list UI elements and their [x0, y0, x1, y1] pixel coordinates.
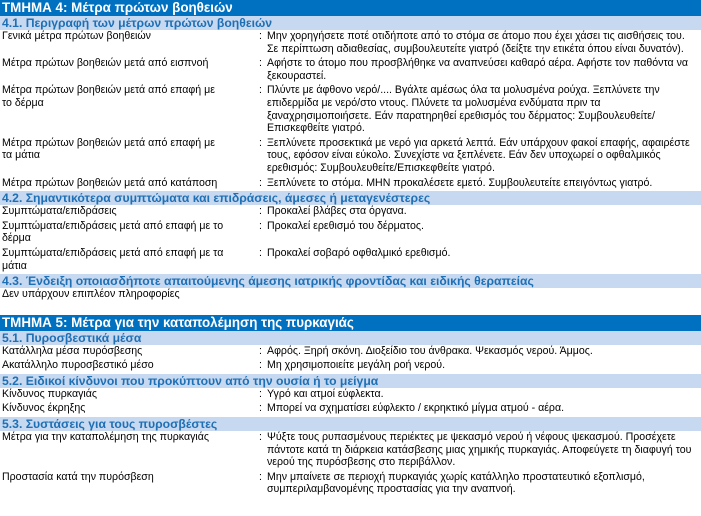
- row-value: [257, 388, 701, 401]
- row-value: [257, 57, 701, 82]
- separator: :: [259, 205, 262, 218]
- separator: :: [259, 431, 262, 444]
- table-row: [0, 84, 701, 134]
- row-value: [257, 177, 701, 190]
- subsection-5-1-title: 5.1. Πυροσβεστικά μέσα: [0, 331, 701, 345]
- row-value: [257, 84, 701, 134]
- subsection-5-3-title: 5.3. Συστάσεις για τους πυροσβέστες: [0, 417, 701, 431]
- separator: :: [259, 359, 262, 372]
- subsection-4-2-title: 4.2. Σημαντικότερα συμπτώματα και επιδράσεις, άμεσες ή μεταγενέστερες: [0, 191, 701, 205]
- separator: :: [259, 219, 262, 232]
- row-value-text: Ψύξτε τους ρυπασμένους περιέκτες με ψεκασμό νερού ή νέφους ψεκασμού. Προσέχετε πάντοτε κατά τη διάρκεια κατάσβεσης μιας χημικής πυρκαγιάς. Αποφεύγετε τη διαφυγή του νερού της πυρόσβεσης στο περιβάλλον.: [267, 431, 692, 469]
- table-row: [0, 137, 701, 175]
- row-label: Κίνδυνος πυρκαγιάς: [2, 387, 97, 400]
- row-label: Μέτρα για την καταπολέμηση της πυρκαγιάς: [2, 431, 209, 444]
- separator: :: [259, 344, 262, 357]
- table-row: [0, 30, 701, 55]
- separator: :: [259, 246, 262, 259]
- separator: :: [259, 84, 262, 97]
- row-value: [257, 471, 701, 496]
- row-label: Συμπτώματα/επιδράσεις μετά από επαφή με τα μάτια: [2, 246, 224, 272]
- table-row: [0, 345, 701, 358]
- row-label: Μέτρα πρώτων βοηθειών μετά από εισπνοή: [2, 57, 209, 70]
- subsection-5-2-title: 5.2. Ειδικοί κίνδυνοι που προκύπτουν από την ουσία ή το μείγμα: [0, 374, 701, 388]
- separator: :: [259, 176, 262, 189]
- row-value-text: Ξεπλύνετε προσεκτικά με νερό για αρκετά λεπτά. Εάν υπάρχουν φακοί επαφής, αφαιρέστε τους, εφόσον είναι εύκολο. Συνεχίστε να ξεπλένετε. Εάν δεν υποχωρεί ο οφθαλμικός ερεθισμός: Συμβουλευθείτε/Επισκεφθείτε γιατρό.: [267, 136, 690, 174]
- separator: :: [259, 30, 262, 42]
- table-row: [0, 471, 701, 496]
- table-row: [0, 220, 701, 245]
- table-row: [0, 177, 701, 190]
- row-value: [257, 247, 701, 272]
- row-value-text: Προκαλεί ερεθισμό του δέρματος.: [267, 219, 424, 232]
- table-row: [0, 359, 701, 372]
- row-label: Γενικά μέτρα πρώτων βοηθειών: [2, 30, 151, 42]
- row-value: [257, 137, 701, 175]
- separator: :: [259, 57, 262, 70]
- row-label: Μέτρα πρώτων βοηθειών μετά από επαφή με το δέρμα: [2, 84, 215, 109]
- row-value-text: Προκαλεί βλάβες στα όργανα.: [267, 205, 407, 218]
- row-value: [257, 30, 701, 55]
- subsection-4-1-title: 4.1. Περιγραφή των μέτρων πρώτων βοηθειών: [0, 16, 701, 30]
- row-label: Κατάλληλα μέσα πυρόσβεσης: [2, 344, 143, 357]
- row-value: [257, 220, 701, 245]
- row-value: [257, 431, 701, 469]
- row-label: Ακατάλληλο πυροσβεστικό μέσο: [2, 359, 154, 372]
- separator: :: [259, 402, 262, 415]
- table-row: [0, 388, 701, 401]
- section-5: [0, 315, 701, 496]
- separator: :: [259, 470, 262, 483]
- row-value: [257, 402, 701, 415]
- row-label: Συμπτώματα/επιδράσεις: [2, 205, 117, 218]
- row-value-text: Μπορεί να σχηματίσει εύφλεκτο / εκρηκτικό μίγμα ατμού - αέρα.: [267, 402, 565, 415]
- table-row: [0, 402, 701, 415]
- subsection-4-3-note: Δεν υπάρχουν επιπλέον πληροφορίες: [2, 288, 180, 301]
- row-label: Κίνδυνος έκρηξης: [2, 402, 86, 415]
- row-value-text: Μη χρησιμοποιείτε μεγάλη ροή νερού.: [267, 359, 446, 372]
- row-label: Μέτρα πρώτων βοηθειών μετά από κατάποση: [2, 176, 218, 189]
- row-value-text: Πλύντε με άφθονο νερό/.... Βγάλτε αμέσως όλα τα μολυσμένα ρούχα. Ξεπλύνετε την επιδερμίδα με νερό/στο ντους. Πλύνετε τα μολυσμένα ενδύματα πριν τα ξαναχρησιμοποιήσετε. Εάν παρατηρηθεί ερεθισμός του δέρματος: Συμβουλευθείτε/Επισκεφθείτε γιατρό.: [267, 84, 660, 135]
- table-row: [0, 431, 701, 469]
- row-label: Προστασία κατά την πυρόσβεση: [2, 470, 154, 483]
- row-value: [257, 345, 701, 358]
- row-value-text: Μην μπαίνετε σε περιοχή πυρκαγιάς χωρίς κατάλληλο προστατευτικό εξοπλισμό, συμπεριλαμβανομένης προστασίας για την αναπνοή.: [267, 470, 645, 496]
- row-value-text: Ξεπλύνετε το στόμα. ΜΗΝ προκαλέσετε εμετό. Συμβουλευτείτε επειγόντως γιατρό.: [267, 176, 653, 189]
- table-row: [0, 247, 701, 272]
- row-value-text: Αφρός. Ξηρή σκόνη. Διοξείδιο του άνθρακα. Ψεκασμός νερού. Άμμος.: [267, 344, 593, 357]
- row-value-text: Αφήστε το άτομο που προσβλήθηκε να αναπνεύσει καθαρό αέρα. Αφήστε τον παθόντα να ξεκουραστεί.: [267, 57, 688, 82]
- separator: :: [259, 387, 262, 400]
- table-row: [0, 57, 701, 82]
- section-5-title: ΤΜΗΜΑ 5: Μέτρα για την καταπολέμηση της πυρκαγιάς: [0, 315, 701, 331]
- row-value: [257, 359, 701, 372]
- row-label: Συμπτώματα/επιδράσεις μετά από επαφή με το δέρμα: [2, 219, 224, 245]
- subsection-4-3-title: 4.3. Ένδειξη οποιασδήποτε απαιτούμενης άμεσης ιατρικής φροντίδας και ειδικής θεραπείας: [0, 274, 701, 288]
- row-value-text: Προκαλεί σοβαρό οφθαλμικό ερεθισμό.: [267, 246, 451, 259]
- table-row: [0, 205, 701, 218]
- row-value-text: Υγρό και ατμοί εύφλεκτα.: [267, 387, 384, 400]
- row-value-text: Μην χορηγήσετε ποτέ οτιδήποτε από το στόμα σε άτομο που έχει χάσει τις αισθήσεις του. Σε περίπτωση αδιαθεσίας, συμβουλευτείτε γιατρό (δείξτε την ετικέτα όπου είναι δυνατόν).: [267, 30, 685, 55]
- row-value: [257, 205, 701, 218]
- section-4-title: ΤΜΗΜΑ 4: Μέτρα πρώτων βοηθειών: [0, 0, 701, 16]
- section-gap: [0, 301, 701, 315]
- row-label: Μέτρα πρώτων βοηθειών μετά από επαφή με τα μάτια: [2, 136, 215, 162]
- separator: :: [259, 136, 262, 149]
